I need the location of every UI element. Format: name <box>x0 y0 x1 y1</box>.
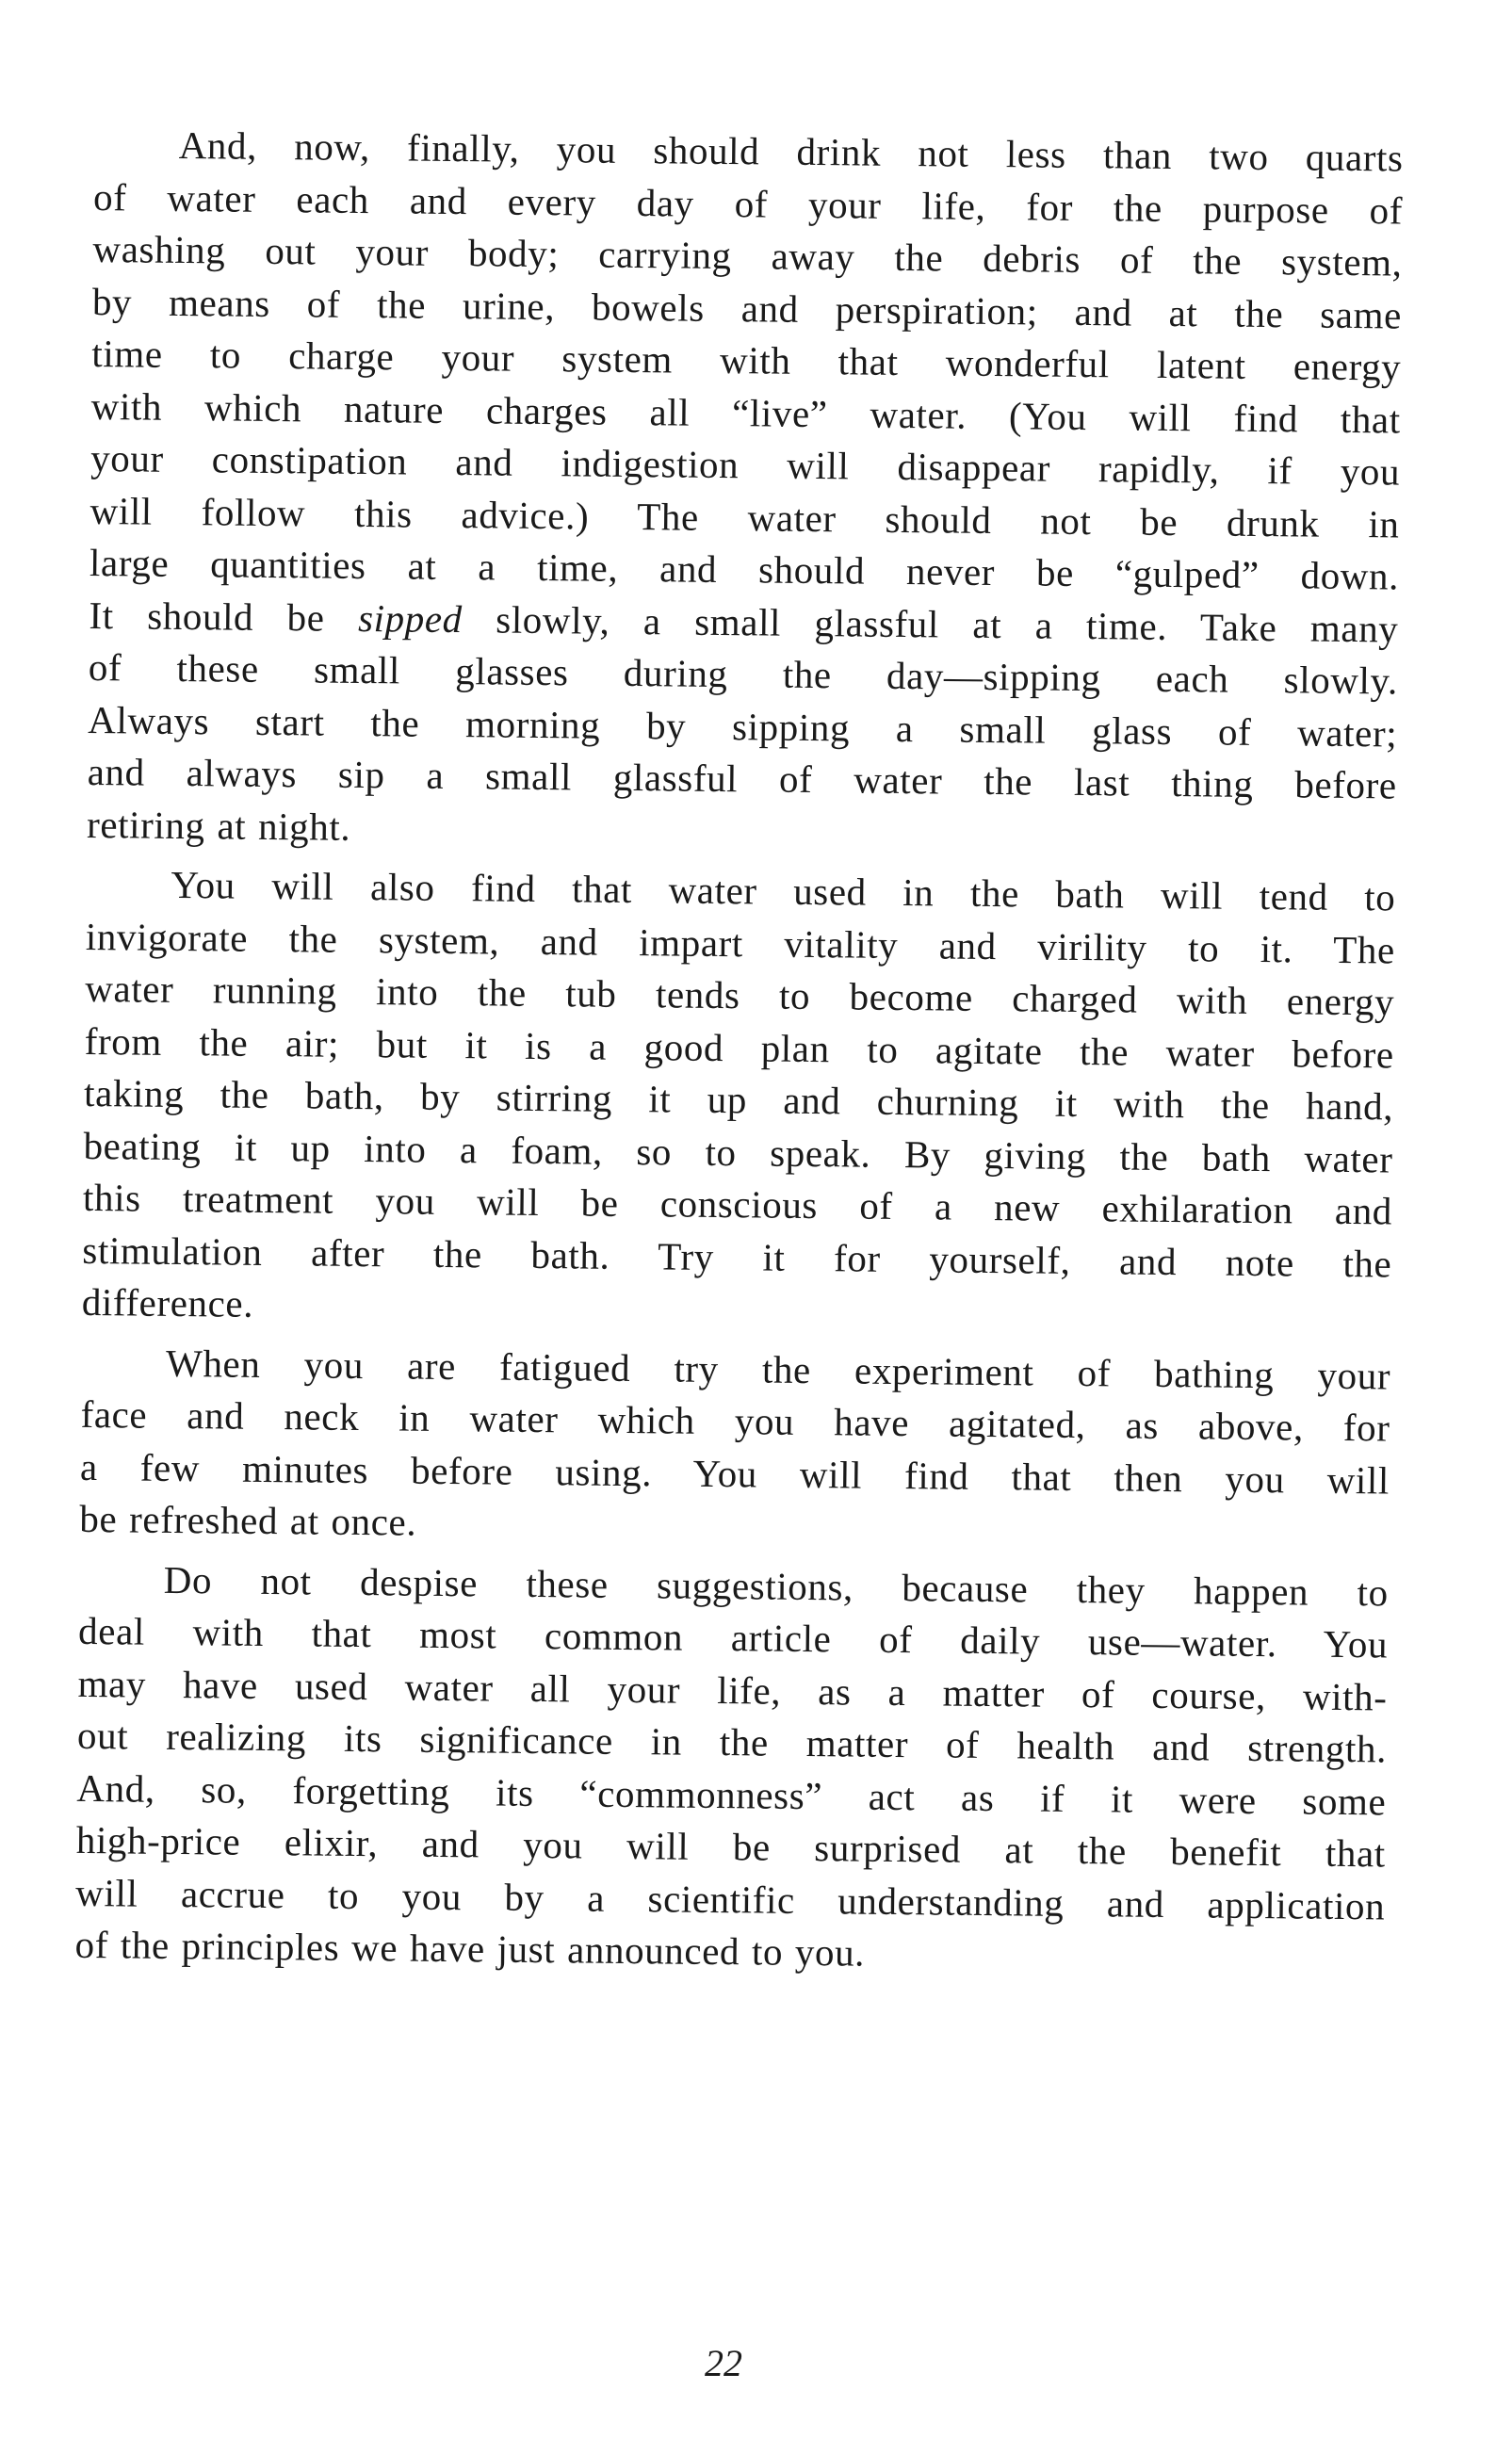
text-segment: slowly, a small glassful at a time. Take many <box>462 596 1399 651</box>
text-line: stimulation after the bath. Try it for yourself, and note the <box>82 1228 1392 1285</box>
text-line: and always sip a small glassful of water the last thing before <box>87 749 1397 807</box>
text-line: your constipation and indigestion will disappear rapidly, if you <box>89 435 1401 494</box>
text-line: of the principles we have just announced to you. <box>74 1922 866 1975</box>
text-line: You will also find that water used in the bath will tend to <box>171 862 1396 919</box>
text-line: taking the bath, by stirring it up and churning it with the hand, <box>83 1070 1394 1129</box>
text-line: Do not despise these suggestions, because they happen to <box>163 1557 1389 1614</box>
text-line: high-price elixir, and you will be surprised at the benefit that <box>75 1817 1387 1876</box>
text-line: out realizing its significance in the matter of health and strength. <box>76 1713 1388 1771</box>
text-line: will accrue to you by a scientific understanding and application <box>75 1870 1386 1927</box>
text-line: invigorate the system, and impart vitality and virility to it. The <box>85 914 1396 972</box>
italic-word: sipped <box>357 595 463 641</box>
text-line: face and neck in water which you have agitated, as above, for <box>80 1391 1390 1450</box>
text-line: water running into the tub tends to become charged with energy <box>85 966 1395 1024</box>
text-line: from the air; but it is a good plan to agitate the water before <box>84 1018 1394 1077</box>
text-line: be refreshed at once. <box>79 1496 417 1544</box>
text-line: this treatment you will be conscious of a new exhilaration and <box>82 1175 1393 1233</box>
text-line: washing out your body; carrying away the debris of the system, <box>92 226 1403 285</box>
text-line: will follow this advice.) The water should not be drunk in <box>89 488 1400 546</box>
text-line: large quantities at a time, and should never be “gulped” down. <box>89 540 1400 598</box>
text-line: deal with that most common article of daily use—water. You <box>77 1608 1389 1666</box>
body-text <box>74 119 1404 1992</box>
paragraph <box>87 119 1404 865</box>
paragraph <box>82 858 1396 1342</box>
text-line: with which nature charges all “live” water. (You will find that <box>90 383 1401 442</box>
text-line: And, now, finally, you should drink not less than two quarts <box>178 122 1404 180</box>
text-line: difference. <box>81 1279 254 1325</box>
text-segment: It should be <box>89 593 359 640</box>
text-line: may have used water all your life, as a matter of course, with- <box>77 1661 1388 1718</box>
page-number: 22 <box>705 2342 742 2384</box>
text-line: time to charge your system with that wonderful latent energy <box>91 331 1402 389</box>
text-line: When you are fatigued try the experiment of bathing your <box>165 1341 1391 1397</box>
text-line: of these small glasses during the day—sipping each slowly. <box>88 644 1399 703</box>
text-line: retiring at night. <box>86 802 351 849</box>
text-line: of water each and every day of your life, for the purpose of <box>92 174 1404 233</box>
text-line: by means of the urine, bowels and perspiration; and at the same <box>91 279 1403 337</box>
text-line: beating it up into a foam, so to speak. By giving the bath water <box>83 1123 1393 1180</box>
paragraph <box>79 1336 1390 1559</box>
text-line: And, so, forgetting its “commonness” act as if it were some <box>76 1765 1387 1823</box>
text-line: a few minutes before using. You will find that then you will <box>79 1444 1390 1502</box>
paragraph <box>74 1553 1389 1985</box>
text-line: Always start the morning by sipping a small glass of water; <box>88 697 1398 756</box>
